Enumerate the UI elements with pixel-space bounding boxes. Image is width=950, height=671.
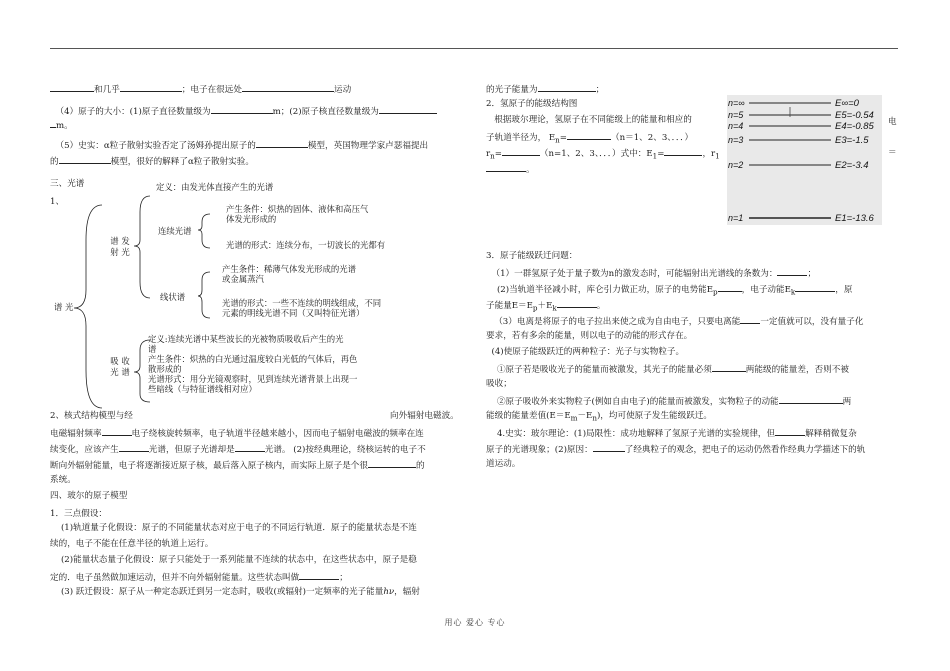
condition-text: 产生条件：稀薄气体发光形成的光谱 bbox=[222, 264, 356, 274]
text-span: ②原子吸收外来实物粒子(例如自由电子)的能量而被激发，实物粒子的动能 bbox=[496, 397, 779, 407]
definition-text: 定义：由发光体直接产生的光谱 bbox=[156, 182, 274, 192]
text-line bbox=[486, 162, 535, 177]
definition-text: 谱 bbox=[148, 344, 157, 354]
text-span: 向外辐射电磁波。 bbox=[390, 411, 459, 421]
text-span: 电子绕核旋转频率，电子轨道半径越来越小，因而电子辐射电磁波的频率在连 bbox=[131, 429, 424, 439]
text-line bbox=[486, 282, 852, 299]
text-line bbox=[50, 522, 417, 535]
text-span: n bbox=[555, 135, 560, 145]
text-line bbox=[486, 442, 865, 457]
side-char: 电 bbox=[888, 117, 897, 127]
quantum-number-label: n=4 bbox=[728, 121, 744, 131]
text-line bbox=[50, 442, 426, 457]
text-span: （3）电离是将原子的电子拉出来使之成为自由电子，只要电离能 bbox=[494, 317, 741, 327]
continuous-label: 连续光谱 bbox=[158, 226, 192, 236]
text-line bbox=[486, 346, 684, 359]
text-span: 1 bbox=[715, 151, 720, 161]
answer-blank bbox=[59, 154, 111, 164]
text-span: 原子的光谱现象；(2)原因： bbox=[486, 445, 593, 455]
text-span: k bbox=[790, 287, 796, 297]
page-footer: 用心 爱心 专心 bbox=[444, 618, 506, 627]
text-line bbox=[50, 118, 73, 133]
answer-blank bbox=[538, 82, 596, 92]
item-number: 1、 bbox=[50, 197, 65, 207]
answer-blank bbox=[718, 282, 742, 292]
text-span: 两 bbox=[842, 397, 852, 407]
text-span: n bbox=[490, 151, 495, 161]
text-line bbox=[486, 410, 712, 425]
answer-blank bbox=[557, 298, 597, 308]
text-span: (3) 跃迁假设：原子从一种定态跃迁到另一定态时，吸收(或辐射)一定频率的光子能量 bbox=[60, 587, 384, 597]
condition-text: 产生条件：炽热的白光通过温度较白光低的气体后，再色 bbox=[148, 354, 358, 364]
text-span: 的 bbox=[415, 461, 425, 471]
form-text: 光谱的形式：一些不连续的明线组成，不同 bbox=[222, 298, 382, 308]
text-span: 2、核式结构模型与经 bbox=[50, 411, 133, 421]
text-span: 根据玻尔理论，氢原子在不同能级上的能量和相应的 bbox=[494, 115, 692, 125]
text-line bbox=[50, 82, 351, 97]
text-span: 两能级的能量差，否则不被 bbox=[745, 365, 849, 375]
text-span: （5）史实：α粒子散射实验否定了汤姆孙提出原子的 bbox=[55, 141, 256, 151]
text-span: 4.史实：玻尔理论：(1)局限性：成功地解释了氢原子光谱的实验规律，但 bbox=[496, 429, 776, 439]
text-line: 吸收； bbox=[486, 379, 512, 389]
text-span: ，r bbox=[702, 149, 716, 159]
text-line bbox=[486, 266, 816, 281]
text-span: p bbox=[713, 287, 718, 297]
quantum-number-label: n=3 bbox=[728, 135, 744, 145]
text-span: ，电子动能E bbox=[741, 285, 791, 295]
text-line bbox=[50, 104, 437, 119]
answer-blank bbox=[593, 442, 625, 452]
energy-value-label: E5=-0.54 bbox=[835, 110, 874, 121]
answer-blank bbox=[235, 442, 265, 452]
text-span: （4）原子的大小：(1)原子直径数量级为 bbox=[55, 107, 211, 117]
answer-blank bbox=[664, 146, 702, 156]
quantum-number-label: n=5 bbox=[728, 110, 744, 120]
answer-blank bbox=[567, 130, 611, 140]
text-line: 道运动。 bbox=[486, 459, 521, 469]
text-span: 能级的能量差值(E＝E bbox=[486, 411, 571, 421]
text-line bbox=[50, 138, 428, 153]
answer-blank bbox=[712, 362, 746, 372]
text-span: )，均可使原子发生能级跃迁。 bbox=[596, 411, 713, 421]
text-span: 的 bbox=[50, 157, 59, 167]
line-spectrum-label: 线状谱 bbox=[160, 292, 186, 302]
text-span: (2)当轨道半径减小时，库仑引力做正功，原子的电势能E bbox=[496, 285, 714, 295]
section-heading: 四、玻尔的原子模型 bbox=[50, 491, 128, 501]
energy-value-label: E1=-13.6 bbox=[835, 213, 874, 224]
text-span: 。 bbox=[596, 301, 606, 311]
definition-text: 定义:连续光谱中某些波长的光被物质吸收后产生的光 bbox=[148, 334, 344, 344]
text-line bbox=[486, 394, 851, 409]
text-line bbox=[50, 554, 417, 567]
answer-blank bbox=[368, 458, 416, 468]
text-span: 断向外辐射能量，电子将逐渐接近原子核，最后落入原子核内，而实际上原子是个很 bbox=[50, 461, 368, 471]
text-span: = bbox=[494, 149, 502, 159]
text-span: ＋E bbox=[537, 301, 553, 311]
text-line bbox=[50, 458, 425, 473]
spectrum-tree-diagram bbox=[50, 180, 480, 410]
text-span: 运动 bbox=[333, 85, 352, 95]
text-span: p bbox=[532, 303, 538, 313]
text-span: ，辐射 bbox=[394, 587, 420, 597]
side-char: ＝ bbox=[888, 148, 897, 158]
energy-value-label: E2=-3.4 bbox=[835, 160, 869, 171]
text-span: 模型，很好的解释了α粒子散射实验。 bbox=[110, 157, 254, 167]
text-line bbox=[486, 362, 849, 377]
text-span: ①原子若是吸收光子的能量而被激发，其光子的能量必须 bbox=[496, 365, 712, 375]
answer-blank bbox=[211, 104, 273, 114]
text-span: 电磁辐射频率 bbox=[50, 429, 102, 439]
text-span: = bbox=[559, 133, 567, 143]
emission-label: 谱 发 射 光 bbox=[110, 236, 130, 257]
answer-blank bbox=[102, 426, 132, 436]
text-span: m。 bbox=[56, 121, 73, 131]
answer-blank bbox=[379, 104, 437, 114]
text-span: n bbox=[592, 413, 597, 423]
text-span: （n=1、2、3、．．．）式中：E bbox=[539, 149, 653, 159]
text-line: 3．原子能级跃迁问题： bbox=[486, 251, 578, 261]
text-span: 了经典粒子的观念，把电子的运动仍然看作经典力学描述下的轨 bbox=[624, 445, 866, 455]
answer-blank bbox=[779, 394, 843, 404]
text-span: (4)使原子能级跃迁的两种粒子：光子与实物粒子。 bbox=[491, 347, 685, 357]
text-span: 定的．电子虽然做加速运动，但并不向外辐射能量。这些状态叫做 bbox=[50, 573, 300, 583]
text-span: ； bbox=[339, 573, 348, 583]
form-text: 些暗线（与特征谱线相对应） bbox=[148, 384, 257, 394]
text-span: 一定值就可以，没有量子化 bbox=[760, 317, 864, 327]
energy-level-svg bbox=[727, 95, 882, 225]
text-line bbox=[50, 410, 468, 423]
text-line bbox=[50, 426, 424, 441]
energy-value-label: E∞=0 bbox=[835, 98, 859, 109]
answer-blank bbox=[775, 426, 805, 436]
condition-text: 体发光形成的 bbox=[226, 214, 277, 224]
text-line bbox=[50, 586, 420, 599]
condition-text: 或金属蒸汽 bbox=[222, 274, 264, 284]
absorption-label: 吸 收 光 谱 bbox=[110, 356, 130, 377]
text-span: 光谱。 (2)按经典理论，绕核运转的电子不 bbox=[264, 445, 426, 455]
quantum-number-label: n=2 bbox=[728, 160, 744, 170]
energy-value-label: E3=-1.5 bbox=[835, 135, 869, 146]
answer-blank bbox=[777, 266, 807, 276]
root-label: 谱 光 bbox=[54, 302, 74, 312]
form-text: 光谱的形式：连续分布，一切波长的光都有 bbox=[226, 240, 386, 250]
answer-blank bbox=[299, 570, 339, 580]
text-line bbox=[50, 154, 254, 169]
text-span: (1)轨道量子化假设：原子的不同能量状态对应于电子的不同运行轨道．原子的能量状态是不连 bbox=[60, 523, 417, 533]
text-span: 的光子能量为 bbox=[486, 85, 538, 95]
section-heading: 三、光谱 bbox=[50, 179, 85, 189]
text-span: （n＝1、2、3、．．．） bbox=[610, 133, 694, 143]
answer-blank bbox=[740, 314, 760, 324]
answer-blank bbox=[119, 442, 149, 452]
quantum-number-label: n=1 bbox=[728, 213, 744, 223]
text-line: 要求，若有多余的能量，则以电子的动能的形式存在。 bbox=[486, 331, 693, 341]
form-text: 元素的明线光谱不同（又叫特征光谱） bbox=[222, 308, 365, 318]
condition-text: 散形成的 bbox=[148, 364, 182, 374]
text-span: k bbox=[552, 303, 557, 313]
answer-blank bbox=[50, 82, 94, 92]
answer-blank bbox=[120, 82, 182, 92]
answer-blank bbox=[256, 138, 308, 148]
answer-blank bbox=[795, 282, 835, 292]
text-span: 子能量E＝E bbox=[486, 301, 533, 311]
text-span: r bbox=[486, 149, 491, 159]
text-span: ； bbox=[595, 85, 605, 95]
answer-blank bbox=[242, 82, 334, 92]
text-span: m bbox=[570, 413, 578, 423]
text-span: ； bbox=[807, 269, 817, 279]
condition-text: 产生条件：炽热的固体、液体和高压气 bbox=[226, 204, 369, 214]
text-span: 光谱，但原子光谱却是 bbox=[148, 445, 235, 455]
text-span: 解释稍微复杂 bbox=[805, 429, 857, 439]
form-text: 光谱形式：用分光镜观察时，见到连续光谱背景上出现一 bbox=[148, 374, 358, 384]
header-rule bbox=[50, 48, 898, 49]
text-line bbox=[50, 570, 348, 585]
text-span: 和几乎 bbox=[94, 85, 120, 95]
text-span: －E bbox=[577, 411, 593, 421]
text-line bbox=[486, 426, 857, 441]
text-span: （1）一群氢原子处于量子数为n的激发态时，可能辐射出光谱线的条数为： bbox=[491, 269, 778, 279]
text-span: 模型，英国物理学家卢瑟福提出 bbox=[307, 141, 429, 151]
text-line: 系统。 bbox=[50, 475, 76, 485]
text-span: ；电子在很远处 bbox=[181, 85, 242, 95]
text-span: 子轨道半径为， E bbox=[486, 133, 556, 143]
text-line bbox=[486, 298, 605, 315]
text-span: (2)能量状态量子化假设：原子只能处于一系列能量不连续的状态中，在这些状态中，原子是稳 bbox=[60, 555, 417, 565]
text-span: 1 bbox=[652, 151, 658, 161]
text-span: 。 bbox=[526, 165, 535, 175]
text-line bbox=[486, 146, 720, 163]
text-span: hν bbox=[383, 587, 395, 597]
text-span: = bbox=[657, 149, 665, 159]
text-span: m；(2)原子核直径数量级为 bbox=[272, 107, 379, 117]
answer-blank bbox=[486, 162, 526, 172]
text-line bbox=[486, 130, 693, 147]
energy-value-label: E4=-0.85 bbox=[835, 121, 874, 132]
text-line bbox=[486, 314, 863, 329]
text-line bbox=[486, 114, 692, 127]
text-span: ，原 bbox=[835, 285, 853, 295]
quantum-number-label: n=∞ bbox=[728, 98, 745, 108]
left-column-lower bbox=[50, 410, 468, 610]
text-line: 续的，电子不能在任意半径的轨道上运行。 bbox=[50, 539, 214, 549]
text-line: 2．氢原子的能级结构图 bbox=[486, 99, 578, 109]
answer-blank bbox=[502, 146, 540, 156]
text-line: 1．三点假设： bbox=[50, 509, 108, 519]
text-line bbox=[486, 82, 604, 97]
text-span: 续变化，应该产生 bbox=[50, 445, 119, 455]
energy-level-diagram bbox=[727, 95, 882, 225]
